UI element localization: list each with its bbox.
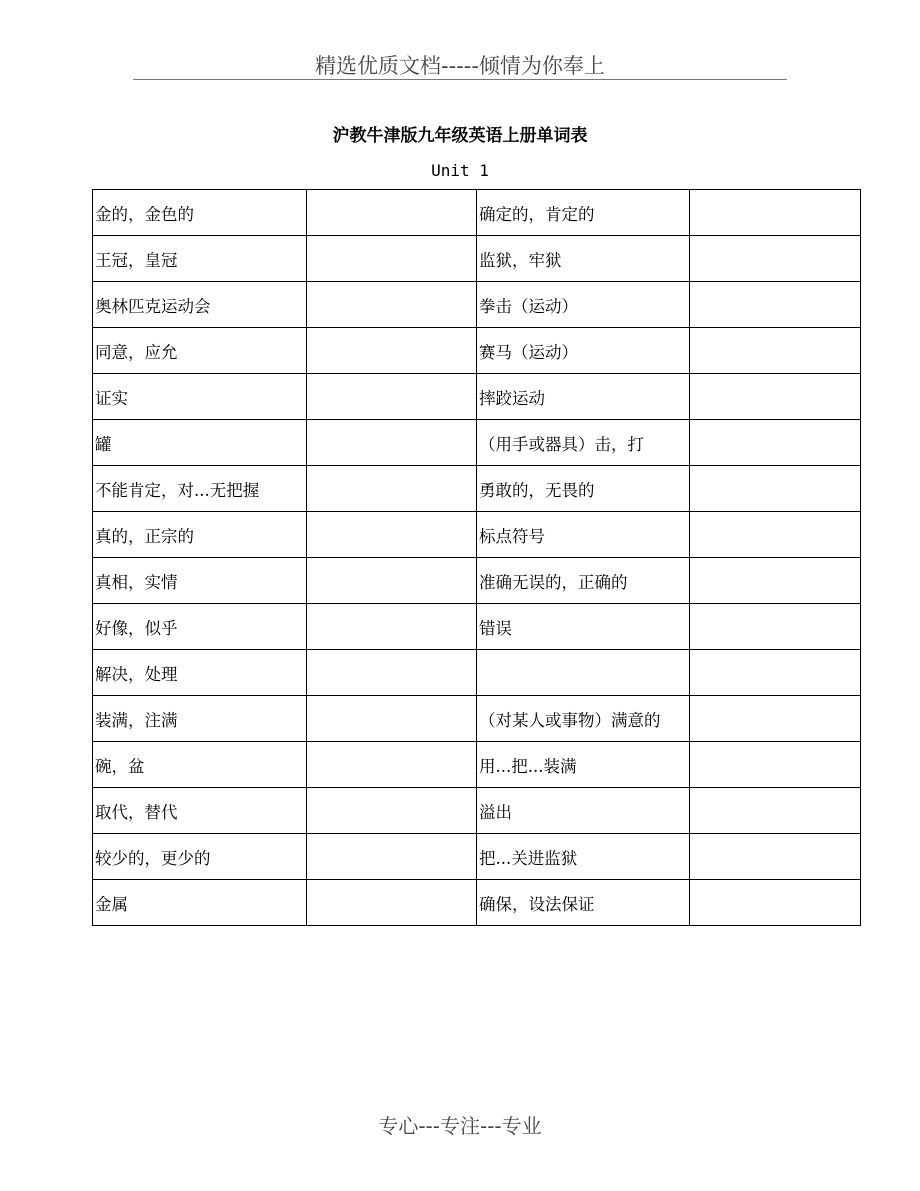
document-title: 沪教牛津版九年级英语上册单词表 [332, 126, 588, 146]
chinese-meaning-cell: 把...关进监狱 [477, 834, 690, 880]
table-row [93, 190, 861, 236]
table-row [93, 788, 861, 834]
chinese-meaning-cell: 标点符号 [477, 512, 690, 558]
chinese-meaning-cell: 用...把...装满 [477, 742, 690, 788]
vocabulary-table-body [93, 190, 861, 926]
table-row [93, 834, 861, 880]
answer-cell[interactable] [690, 512, 861, 558]
answer-cell[interactable] [690, 880, 861, 926]
table-row [93, 742, 861, 788]
answer-cell[interactable] [690, 788, 861, 834]
chinese-meaning-cell: 金的，金色的 [93, 190, 307, 236]
answer-cell[interactable] [690, 604, 861, 650]
chinese-meaning-cell: （对某人或事物）满意的 [477, 696, 690, 742]
chinese-meaning-cell: 好像，似乎 [93, 604, 307, 650]
page-footer: 专心---专注---专业 [378, 1114, 542, 1138]
answer-cell[interactable] [307, 650, 477, 696]
table-row [93, 328, 861, 374]
chinese-meaning-cell: 溢出 [477, 788, 690, 834]
answer-cell[interactable] [307, 420, 477, 466]
chinese-meaning-cell: 较少的，更少的 [93, 834, 307, 880]
unit-heading: Unit 1 [431, 161, 489, 180]
chinese-meaning-cell: 确保，设法保证 [477, 880, 690, 926]
table-row [93, 420, 861, 466]
chinese-meaning-cell: 赛马（运动） [477, 328, 690, 374]
table-row [93, 512, 861, 558]
page-header: 精选优质文档-----倾情为你奉上 [315, 54, 605, 78]
answer-cell[interactable] [307, 742, 477, 788]
table-row [93, 282, 861, 328]
answer-cell[interactable] [307, 788, 477, 834]
answer-cell[interactable] [690, 466, 861, 512]
table-row [93, 558, 861, 604]
answer-cell[interactable] [690, 742, 861, 788]
answer-cell[interactable] [690, 374, 861, 420]
answer-cell[interactable] [307, 558, 477, 604]
answer-cell[interactable] [690, 834, 861, 880]
chinese-meaning-cell: 同意，应允 [93, 328, 307, 374]
chinese-meaning-cell: 勇敢的，无畏的 [477, 466, 690, 512]
table-row [93, 604, 861, 650]
chinese-meaning-cell: 不能肯定，对...无把握 [93, 466, 307, 512]
answer-cell[interactable] [690, 328, 861, 374]
answer-cell[interactable] [690, 282, 861, 328]
vocabulary-table [92, 189, 861, 926]
answer-cell[interactable] [307, 696, 477, 742]
answer-cell[interactable] [307, 834, 477, 880]
chinese-meaning-cell: 装满，注满 [93, 696, 307, 742]
chinese-meaning-cell: 解决，处理 [93, 650, 307, 696]
chinese-meaning-cell: （用手或器具）击，打 [477, 420, 690, 466]
chinese-meaning-cell: 监狱，牢狱 [477, 236, 690, 282]
chinese-meaning-cell: 准确无误的，正确的 [477, 558, 690, 604]
table-row [93, 650, 861, 696]
table-row [93, 466, 861, 512]
chinese-meaning-cell: 摔跤运动 [477, 374, 690, 420]
table-row [93, 696, 861, 742]
table-row [93, 374, 861, 420]
chinese-meaning-cell: 碗，盆 [93, 742, 307, 788]
chinese-meaning-cell: 确定的，肯定的 [477, 190, 690, 236]
answer-cell[interactable] [307, 880, 477, 926]
chinese-meaning-cell: 罐 [93, 420, 307, 466]
chinese-meaning-cell: 王冠，皇冠 [93, 236, 307, 282]
answer-cell[interactable] [307, 604, 477, 650]
answer-cell[interactable] [690, 236, 861, 282]
header-divider [133, 79, 787, 80]
answer-cell[interactable] [690, 696, 861, 742]
answer-cell[interactable] [690, 190, 861, 236]
answer-cell[interactable] [307, 236, 477, 282]
table-row [93, 880, 861, 926]
answer-cell[interactable] [690, 558, 861, 604]
answer-cell[interactable] [307, 374, 477, 420]
answer-cell[interactable] [307, 190, 477, 236]
chinese-meaning-cell: 取代，替代 [93, 788, 307, 834]
chinese-meaning-cell: 拳击（运动） [477, 282, 690, 328]
answer-cell[interactable] [307, 282, 477, 328]
chinese-meaning-cell: 奥林匹克运动会 [93, 282, 307, 328]
chinese-meaning-cell: 真相，实情 [93, 558, 307, 604]
chinese-meaning-cell [477, 650, 690, 696]
chinese-meaning-cell: 金属 [93, 880, 307, 926]
answer-cell[interactable] [690, 650, 861, 696]
answer-cell[interactable] [307, 512, 477, 558]
chinese-meaning-cell: 真的，正宗的 [93, 512, 307, 558]
answer-cell[interactable] [307, 328, 477, 374]
table-row [93, 236, 861, 282]
chinese-meaning-cell: 证实 [93, 374, 307, 420]
answer-cell[interactable] [307, 466, 477, 512]
chinese-meaning-cell: 错误 [477, 604, 690, 650]
answer-cell[interactable] [690, 420, 861, 466]
